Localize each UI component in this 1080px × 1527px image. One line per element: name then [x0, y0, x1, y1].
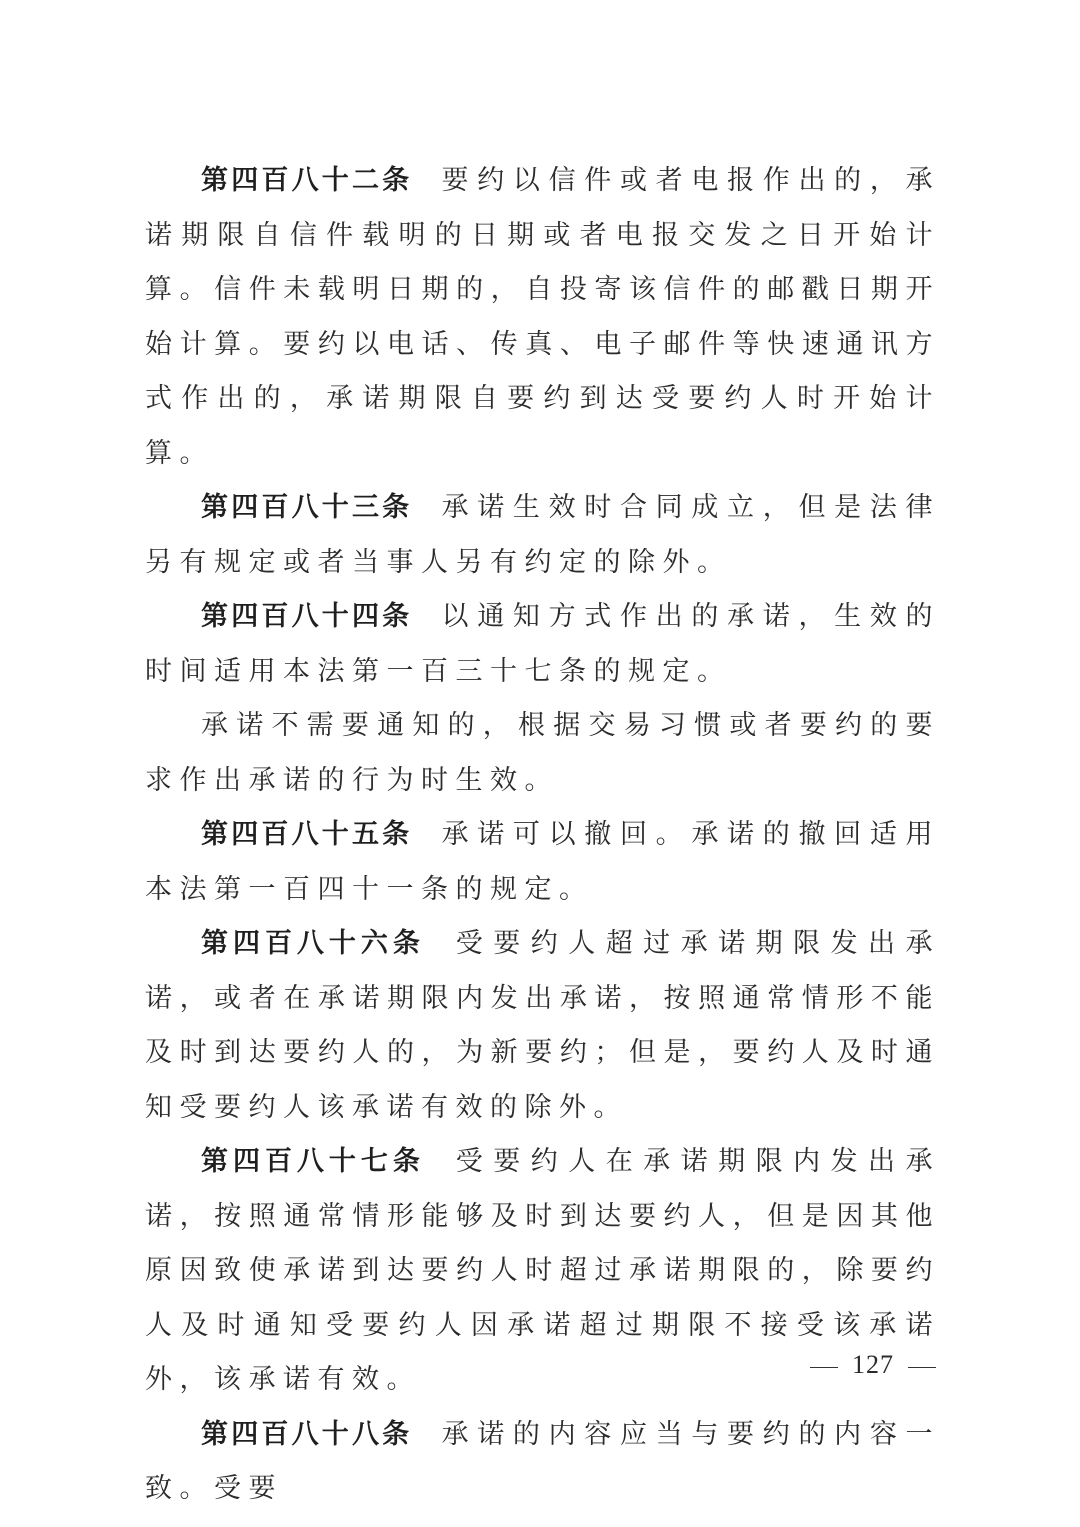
article-text: 承诺生效时合同成立，但是法律另有规定或者当事人另有约定的除外。 [145, 492, 941, 578]
article-title: 第四百八十三条 [201, 492, 413, 523]
body-text [145, 154, 940, 1517]
article-483 [145, 481, 940, 590]
article-text: 受要约人超过承诺期限发出承诺，或者在承诺期限内发出承诺，按照通常情形不能及时到达要约人的，为新要约；但是，要约人及时通知受要约人该承诺有效的除外。 [145, 928, 941, 1123]
page-number: 127 [852, 1350, 894, 1379]
article-486 [145, 917, 940, 1135]
article-title: 第四百八十五条 [201, 819, 413, 850]
article-485 [145, 808, 940, 917]
article-title: 第四百八十八条 [201, 1418, 413, 1450]
article-title: 第四百八十六条 [201, 928, 425, 959]
article-488 [145, 1408, 940, 1517]
article-484-paragraph-2 [145, 699, 940, 808]
article-text: 承诺不需要通知的，根据交易习惯或者要约的要求作出承诺的行为时生效。 [145, 710, 940, 796]
article-482 [145, 154, 940, 481]
page-footer [796, 1350, 950, 1380]
article-text: 受要约人在承诺期限内发出承诺，按照通常情形能够及时到达要约人，但是因其他原因致使承诺到达要约人时超过承诺期限的，除要约人及时通知受要约人因承诺超过期限不接受该承诺外，该承诺有效。 [145, 1146, 941, 1395]
article-484 [145, 590, 940, 699]
article-title: 第四百八十七条 [201, 1146, 425, 1177]
dash-right [908, 1367, 936, 1368]
article-text: 要约以信件或者电报作出的，承诺期限自信件载明的日期或者电报交发之日开始计算。信件未载明日期的，自投寄该信件的邮戳日期开始计算。要约以电话、传真、电子邮件等快速通讯方式作出的，承诺期限自要约到达受要约人时开始计算。 [145, 165, 941, 469]
article-title: 第四百八十二条 [201, 165, 413, 196]
dash-left [810, 1367, 838, 1368]
article-text: 承诺的内容应当与要约的内容一致。受要 [145, 1418, 941, 1504]
article-text: 以通知方式作出的承诺，生效的时间适用本法第一百三十七条的规定。 [145, 601, 941, 687]
article-title: 第四百八十四条 [201, 601, 413, 632]
article-text: 承诺可以撤回。承诺的撤回适用本法第一百四十一条的规定。 [145, 819, 941, 905]
